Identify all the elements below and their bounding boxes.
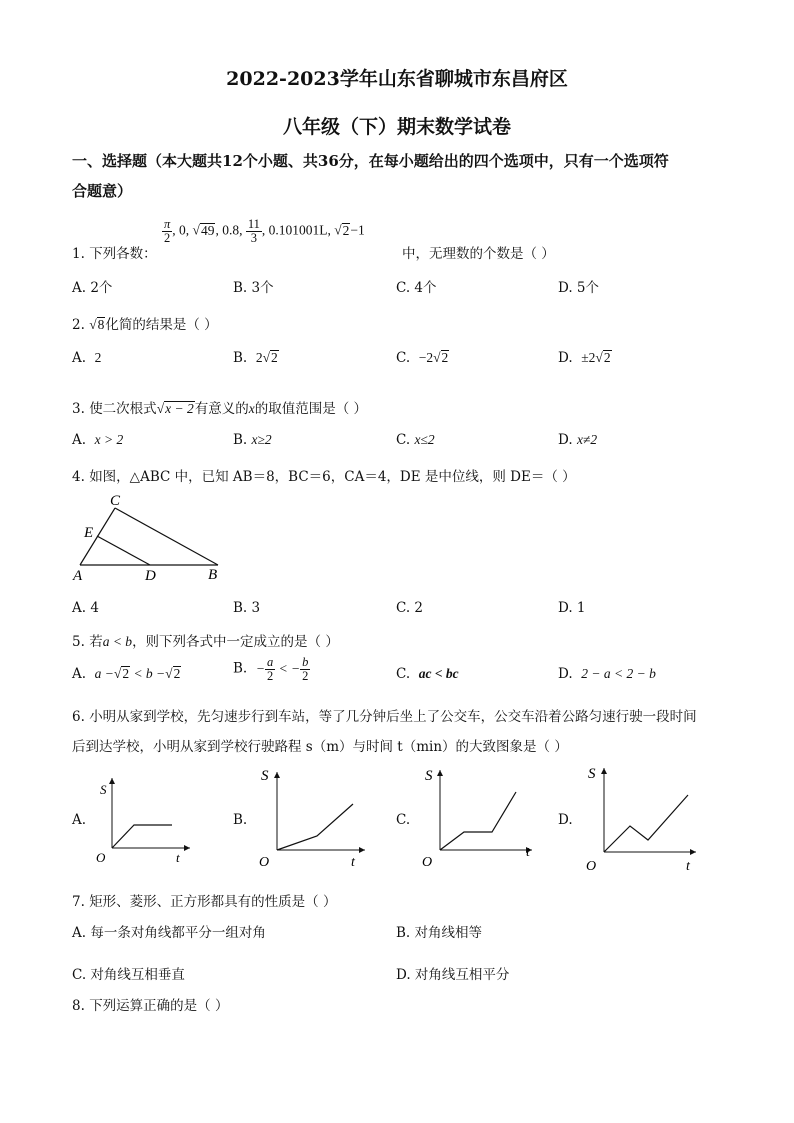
question-6-option-a[interactable]: A. — [72, 812, 87, 828]
svg-text:O: O — [96, 850, 106, 865]
svg-text:t: t — [176, 850, 180, 865]
question-8-stem: 8. 下列运算正确的是（ ） — [72, 998, 229, 1014]
question-1-stem-suffix: 中，无理数的个数是（ ） — [402, 246, 555, 262]
question-2-option-b[interactable]: B. 2√2 — [233, 350, 278, 366]
question-6-option-d[interactable]: D. — [558, 812, 573, 828]
svg-text:S: S — [261, 768, 269, 784]
graph-d — [582, 760, 707, 875]
question-1-option-b[interactable]: B. 3个 — [233, 280, 274, 296]
question-5-option-b[interactable]: B. − $\frac{a}{2}$ < − $\frac{b}{2}$ — [233, 655, 309, 684]
question-3-option-b[interactable]: B. x≥2 — [233, 432, 272, 448]
triangle-abc-figure — [70, 490, 230, 585]
question-5-option-a[interactable]: A. a −√2 < b −√2 — [72, 666, 181, 682]
svg-text:t: t — [526, 845, 530, 860]
question-4-option-a[interactable]: A. 4 — [72, 600, 99, 616]
question-4-stem: 4. 如图，△ABC 中，已知 AB＝8，BC＝6，CA＝4，DE 是中位线，则 DE＝（ ） — [72, 469, 576, 485]
question-7-option-a[interactable]: A. 每一条对角线都平分一组对角 — [72, 925, 266, 941]
question-5-option-c[interactable]: C. ac < bc — [396, 666, 459, 682]
question-4-option-d[interactable]: D. 1 — [558, 600, 586, 616]
svg-text:O: O — [586, 859, 597, 874]
svg-text:O: O — [422, 855, 433, 870]
exam-title-line1: 2022-2023学年山东省聊城市东昌府区 — [226, 68, 568, 90]
question-7-option-b[interactable]: B. 对角线相等 — [396, 925, 483, 941]
exam-title-line2: 八年级（下）期末数学试卷 — [282, 116, 511, 138]
question-3-option-d[interactable]: D. x≠2 — [558, 432, 598, 448]
svg-text:t: t — [686, 859, 690, 874]
label-b: B — [208, 567, 218, 583]
question-3-stem: 3. 使二次根式√x − 2有意义的x的取值范围是（ ） — [72, 401, 368, 417]
question-4-option-c[interactable]: C. 2 — [396, 600, 424, 616]
question-1-option-c[interactable]: C. 4个 — [396, 280, 437, 296]
svg-text:S: S — [425, 768, 433, 784]
question-6-option-c[interactable]: C. — [396, 812, 411, 828]
label-a: A — [73, 568, 83, 584]
question-5-stem: 5. 若a < b，则下列各式中一定成立的是（ ） — [72, 634, 339, 650]
question-1-stem: 1. 下列各数： — [72, 246, 157, 262]
label-c: C — [110, 493, 121, 509]
question-7-stem: 7. 矩形、菱形、正方形都具有的性质是（ ） — [72, 894, 337, 910]
label-e: E — [84, 525, 94, 541]
graph-b — [255, 764, 375, 874]
svg-text:S: S — [588, 766, 596, 782]
question-3-option-c[interactable]: C. x≤2 — [396, 432, 435, 448]
question-2-option-a[interactable]: A. 2 — [72, 350, 102, 366]
question-4-option-b[interactable]: B. 3 — [233, 600, 261, 616]
question-6-option-b[interactable]: B. — [233, 812, 248, 828]
graph-a — [90, 770, 200, 865]
question-6-stem-line1: 6. 小明从家到学校，先匀速步行到车站，等了几分钟后坐上了公交车，公交车沿着公路匀速行驶一段时间 — [72, 709, 697, 725]
section-heading-line2: 合题意） — [72, 182, 133, 200]
label-d: D — [145, 568, 156, 584]
question-3-option-a[interactable]: A. x > 2 — [72, 432, 124, 448]
question-2-option-c[interactable]: C. −2√2 — [396, 350, 449, 366]
question-6-stem-line2: 后到达学校，小明从家到学校行驶路程 s（m）与时间 t（min）的大致图象是（ ） — [72, 739, 568, 755]
svg-text:S: S — [100, 782, 107, 797]
question-5-option-d[interactable]: D. 2 − a < 2 − b — [558, 666, 656, 682]
graph-c — [420, 764, 545, 874]
svg-text:t: t — [351, 855, 355, 870]
question-7-option-d[interactable]: D. 对角线互相平分 — [396, 967, 510, 983]
question-7-option-c[interactable]: C. 对角线互相垂直 — [72, 967, 185, 983]
question-2-stem: 2. √8化简的结果是（ ） — [72, 317, 218, 333]
section-heading-line1: 一、选择题（本大题共12个小题、共36分，在每小题给出的四个选项中，只有一个选项符 — [72, 152, 669, 170]
question-2-option-d[interactable]: D. ±2√2 — [558, 350, 611, 366]
question-1-option-a[interactable]: A. 2个 — [72, 280, 113, 296]
question-1-option-d[interactable]: D. 5个 — [558, 280, 600, 296]
question-1-number-list: $\frac{\pi}{2}$ , 0, √49, 0.8, $\frac{11}{3}$ , 0.101001L, √2−1 — [164, 217, 365, 246]
svg-text:O: O — [259, 855, 270, 870]
